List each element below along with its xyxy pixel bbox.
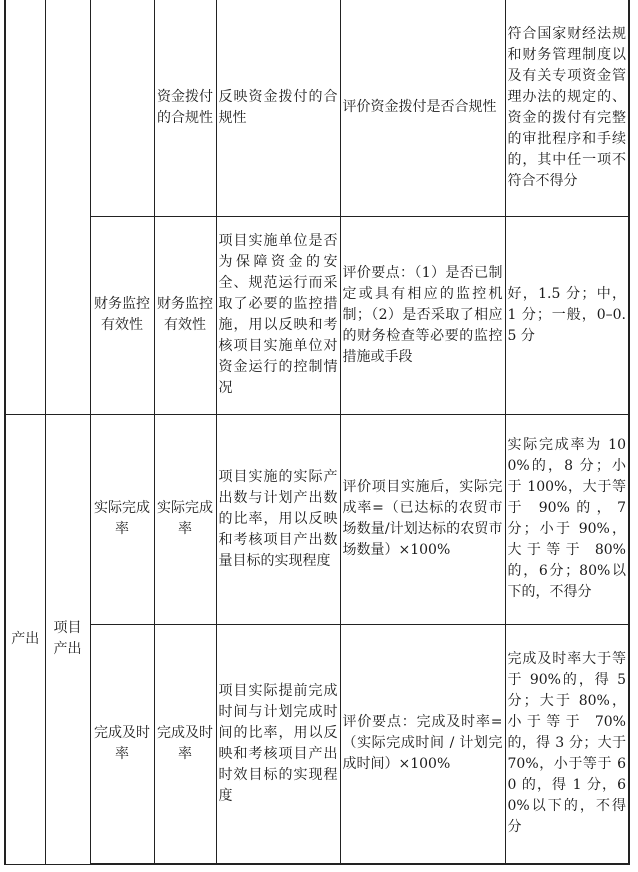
connotation-cell: 项目实施的实际产出数与计划产出数的比率，用以反映和考核项目产出数量目标的实现程度 bbox=[216, 414, 340, 624]
indicator-cell: 实际完成率 bbox=[154, 414, 216, 624]
table-row bbox=[5, 624, 629, 864]
level1-cell: 产出 bbox=[5, 414, 45, 864]
table-row bbox=[5, 414, 629, 624]
level1-cell-blank bbox=[5, 0, 45, 414]
scoring-cell: 完成及时率大于等于 90%的，得 5 分；大于 80%，小于等于 70%的，得 3 分；大于 70%，小于等于 60 的，得 1 分，60%以下的，不得分 bbox=[505, 624, 629, 864]
criteria-cell: 评价要点：（1）是否已制定或具有相应的监控机制；（2）是否采取了相应的财务检查等必要的监控措施或手段 bbox=[340, 216, 505, 414]
indicator-cell: 财务监控有效性 bbox=[154, 216, 216, 414]
criteria-cell: 评价资金拨付是否合规性 bbox=[340, 0, 505, 216]
scoring-cell: 实际完成率为 100%的，8 分；小于 100%，大于等于 90%的，7 分；小于 90%，大于等于 80%的，6分；80%以下的，不得分 bbox=[505, 414, 629, 624]
criteria-cell: 评价项目实施后，实际完成率=（已达标的农贸市场数量/计划达标的农贸市场数量）×100% bbox=[340, 414, 505, 624]
level3-cell: 实际完成率 bbox=[90, 414, 154, 624]
table-row bbox=[5, 0, 629, 216]
scoring-cell: 好，1.5 分；中，1 分；一般，0–0.5 分 bbox=[505, 216, 629, 414]
evaluation-table bbox=[4, 0, 630, 865]
level3-cell: 财务监控有效性 bbox=[90, 216, 154, 414]
level3-cell: 完成及时率 bbox=[90, 624, 154, 864]
criteria-cell: 评价要点：完成及时率=（实际完成时间 / 计划完成时间）×100% bbox=[340, 624, 505, 864]
level2-cell: 项目产出 bbox=[45, 414, 90, 864]
table-row bbox=[5, 216, 629, 414]
level3-cell-blank bbox=[90, 0, 154, 216]
scoring-cell: 符合国家财经法规和财务管理制度以及有关专项资金管理办法的规定的、资金的拨付有完整的审批程序和手续的，其中任一项不符合不得分 bbox=[505, 0, 629, 216]
connotation-cell: 反映资金拨付的合规性 bbox=[216, 0, 340, 216]
indicator-cell: 完成及时率 bbox=[154, 624, 216, 864]
connotation-cell: 项目实际提前完成时间与计划完成时间的比率，用以反映和考核项目产出时效目标的实现程度 bbox=[216, 624, 340, 864]
level2-cell-blank bbox=[45, 0, 90, 414]
connotation-cell: 项目实施单位是否为保障资金的安全、规范运行而采取了必要的监控措施，用以反映和考核项目实施单位对资金运行的控制情况 bbox=[216, 216, 340, 414]
indicator-cell: 资金拨付的合规性 bbox=[154, 0, 216, 216]
